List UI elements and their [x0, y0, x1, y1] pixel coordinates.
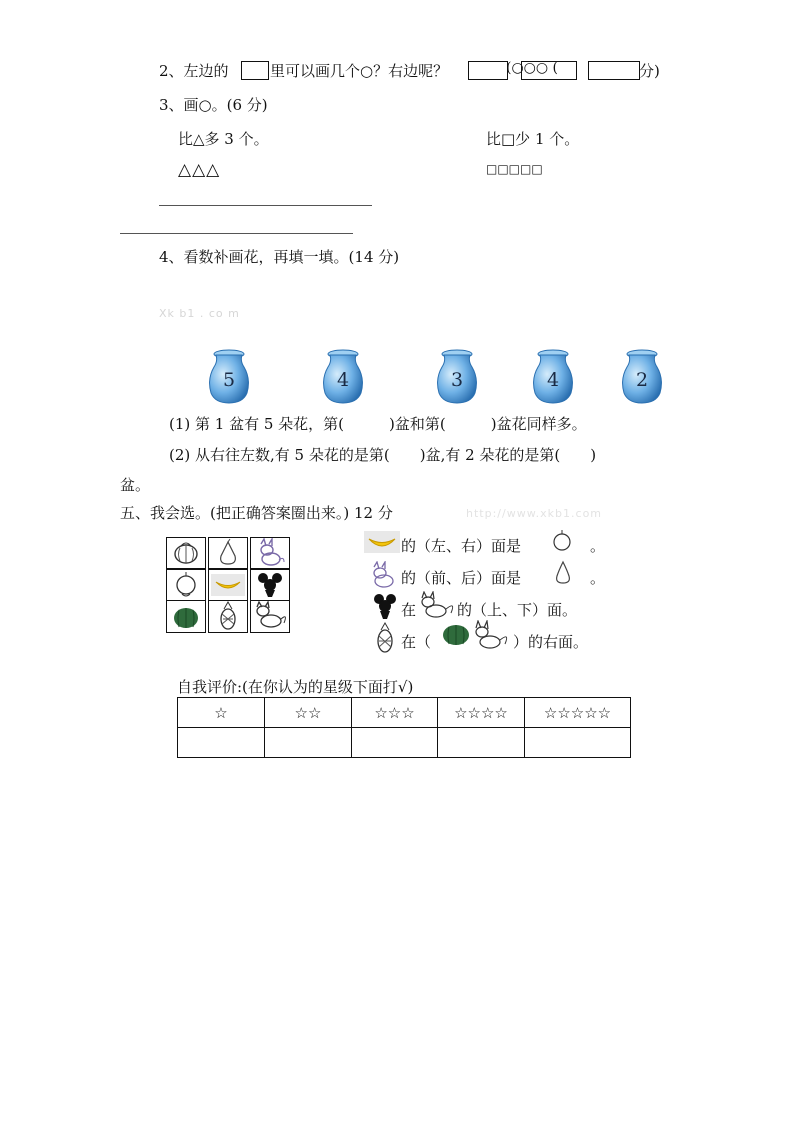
banana-icon: [209, 570, 247, 600]
pear-icon: [552, 559, 574, 589]
rating-4-star: ☆☆☆☆: [438, 698, 525, 728]
vase-number: 3: [450, 369, 464, 391]
q5-line-2-end: 。: [590, 569, 606, 587]
q5-line-4-b: ）的右面。: [513, 633, 589, 651]
q3-left-prompt: 比△多 3 个。: [178, 130, 269, 148]
flower-vase-1: [204, 349, 254, 405]
q2-text-a: 2、左边的: [159, 62, 229, 80]
q2-text-b: 里可以画几个○？右边呢？: [270, 62, 449, 80]
q5-line-3-b: 的（上、下）面。: [457, 601, 578, 619]
q3-left-shapes: △△△: [178, 160, 221, 180]
flower-vase-5: [617, 349, 667, 405]
rabbit-icon: [366, 561, 398, 593]
q4-subquestion-2: (2) 从右往左数,有 5 朵花的是第( )盆,有 2 朵花的是第( ): [169, 446, 597, 464]
watermelon-icon: [167, 601, 205, 631]
q2-text-d: 分): [639, 62, 660, 80]
q3-right-prompt: 比□少 1 个。: [486, 130, 580, 148]
vase-number: 4: [336, 369, 350, 391]
watermelon-icon: [441, 623, 471, 651]
cat-icon: [418, 591, 458, 623]
pumpkin-icon: [167, 538, 205, 568]
cat-icon: [472, 620, 512, 654]
q2-line: [159, 60, 229, 81]
q5-line-4-a: 在（: [401, 633, 432, 651]
evaluation-table: [177, 697, 631, 758]
vase-number: 4: [546, 369, 560, 391]
q4-subquestion-2-tail: 盆。: [120, 476, 151, 494]
q2-right-answer-box-3[interactable]: [588, 61, 640, 80]
grid-cell: [250, 569, 290, 601]
grid-cell: [166, 569, 206, 601]
q3-answer-line-2[interactable]: [120, 233, 353, 234]
q2-right-answer-box-2[interactable]: [521, 61, 577, 80]
pineapple-icon: [374, 622, 396, 658]
vase-number: 2: [635, 369, 649, 391]
flower-vase-3: [432, 349, 482, 405]
grid-cell: [166, 601, 206, 633]
evaluation-answer-row: [178, 728, 631, 758]
q2-right-answer-box-1[interactable]: [468, 61, 508, 80]
rating-3-star: ☆☆☆: [352, 698, 438, 728]
flower-vase-2: [318, 349, 368, 405]
onion-icon: [550, 529, 574, 557]
grid-cell: [208, 601, 248, 633]
answer-cell-1[interactable]: [178, 728, 265, 758]
answer-cell-2[interactable]: [265, 728, 352, 758]
mouse-icon: [372, 592, 398, 624]
mouse-icon: [251, 570, 289, 600]
q4-title: 4、看数补画花，再填一填。(14 分): [159, 248, 400, 266]
onion-icon: [167, 570, 205, 600]
rabbit-icon: [251, 538, 289, 568]
q2-left-answer-box[interactable]: [241, 61, 269, 80]
answer-cell-3[interactable]: [352, 728, 438, 758]
q4-subquestion-1: (1) 第 1 盆有 5 朵花，第( )盆和第( )盆花同样多。: [169, 415, 587, 433]
q2-circles: (○○○ (: [506, 60, 559, 76]
pear-icon: [209, 538, 247, 568]
grid-cell: [208, 569, 248, 601]
flower-vase-4: [528, 349, 578, 405]
cat-icon: [251, 601, 289, 631]
rating-5-star: ☆☆☆☆☆: [525, 698, 631, 728]
q5-line-3-a: 在: [401, 601, 417, 619]
q5-line-1: 的（左、右）面是: [401, 537, 522, 555]
watermark-url: http://www.xkb1.com: [466, 507, 603, 520]
answer-cell-4[interactable]: [438, 728, 525, 758]
q3-right-shapes: □□□□□: [486, 162, 543, 176]
pineapple-icon: [209, 601, 247, 631]
grid-cell: [250, 537, 290, 569]
answer-cell-5[interactable]: [525, 728, 631, 758]
vase-number: 5: [222, 369, 236, 391]
grid-cell: [250, 601, 290, 633]
q3-title: 3、画○。(6 分): [159, 96, 268, 114]
q5-line-1-end: 。: [590, 537, 606, 555]
q5-line-2: 的（前、后）面是: [401, 569, 522, 587]
rating-2-star: ☆☆: [265, 698, 352, 728]
grid-cell: [208, 537, 248, 569]
q5-title: 五、我会选。(把正确答案圈出来。) 12 分: [120, 504, 393, 522]
evaluation-header-row: [178, 698, 631, 728]
watermark-text: Xk b1 . co m: [159, 307, 240, 320]
q3-answer-line-1[interactable]: [159, 205, 372, 206]
evaluation-title: 自我评价:(在你认为的星级下面打√): [177, 678, 414, 696]
rating-1-star: ☆: [178, 698, 265, 728]
grid-cell: [166, 537, 206, 569]
banana-icon: [364, 531, 400, 557]
